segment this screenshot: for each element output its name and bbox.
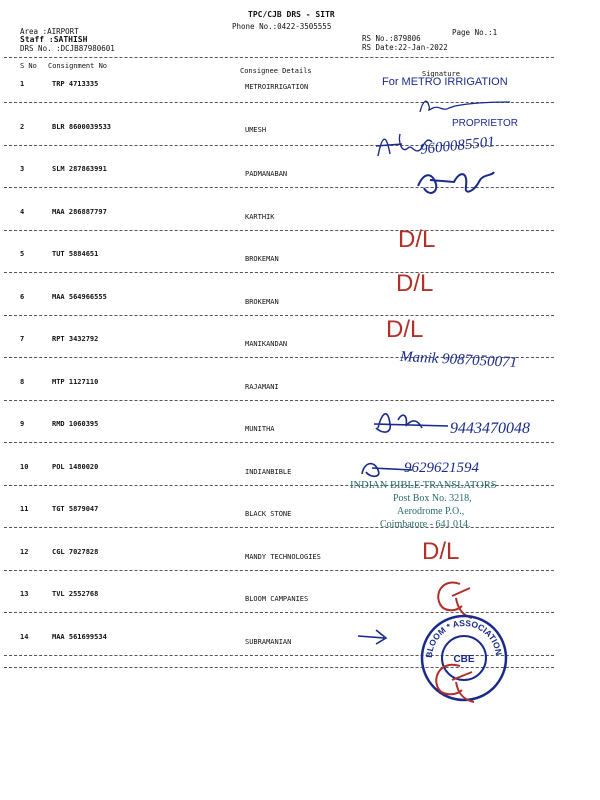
- bible-stamp-line1: INDIAN BIBLE TRANSLATORS: [350, 480, 497, 491]
- staff-field: Staff :SATHISH: [20, 35, 88, 44]
- bloom-seal-center: CBE: [453, 654, 475, 665]
- row-sno: 2: [20, 122, 25, 131]
- row-consignee: BLACK STONE: [245, 510, 292, 518]
- row-consignee: METROIRRIGATION: [245, 83, 309, 91]
- row-consignment-no: TRP 4713335: [52, 80, 99, 88]
- padmanaban-signature: [410, 166, 500, 200]
- row-sno: 11: [20, 505, 29, 513]
- manikandan-signature: Manik 9087050071: [399, 348, 518, 372]
- dl-mark-row4: D/L: [398, 226, 436, 253]
- munitha-signature: [368, 404, 458, 440]
- row-consignee: MANIKANDAN: [245, 340, 288, 348]
- row-divider: [4, 442, 554, 443]
- col-consignment: Consignment No: [48, 62, 108, 70]
- row-consignee: RAJAMANI: [245, 382, 279, 391]
- row-consignee: BROKEMAN: [245, 297, 279, 306]
- row-sno: 10: [20, 462, 29, 471]
- row-consignment-no: MAA 564966555: [52, 292, 107, 301]
- row-consignee: UMESH: [245, 125, 267, 134]
- row-divider: [4, 230, 554, 231]
- row-sno: 13: [20, 590, 29, 598]
- row-consignment-no: TUT 5884651: [52, 250, 99, 258]
- rs-number: RS No.:879806: [362, 34, 421, 43]
- indianbible-phone: 9629621594: [404, 460, 479, 476]
- area-field: Area :AIRPORT: [20, 27, 79, 36]
- cr-mark-row14: [428, 660, 478, 708]
- row-consignee: BROKEMAN: [245, 255, 279, 263]
- row-sno: 4: [20, 207, 25, 216]
- svg-text:BLOOM * ASSOCIATION: [424, 618, 504, 658]
- row-sno: 8: [20, 377, 25, 386]
- row-consignee: INDIANBIBLE: [245, 467, 292, 476]
- row-consignment-no: TGT 5879047: [52, 505, 99, 513]
- rs-date: RS Date:22-Jan-2022: [362, 43, 448, 52]
- row-consignment-no: BLR 8600039533: [52, 122, 112, 131]
- row-divider: [4, 570, 554, 571]
- drs-number: DRS No. :DCJB87980601: [20, 44, 115, 53]
- row-divider: [4, 272, 554, 273]
- bible-stamp-line3: Aerodrome P.O.,: [397, 506, 465, 517]
- dl-mark-row5: D/L: [396, 270, 434, 297]
- row-consignment-no: RPT 3432792: [52, 335, 99, 343]
- report-title: TPC/CJB DRS - SITR: [248, 10, 335, 19]
- row-consignee: KARTHIK: [245, 212, 275, 221]
- page-number: Page No.:1: [452, 28, 498, 37]
- bible-stamp-line4: Coimbatore - 641 014.: [380, 519, 471, 530]
- header-rule: [4, 57, 554, 58]
- row-sno: 5: [20, 250, 25, 258]
- row-consignment-no: MTP 1127110: [52, 377, 99, 386]
- row-consignment-no: MAA 286887797: [52, 207, 107, 216]
- row-consignee: MANDY TECHNOLOGIES: [245, 552, 321, 561]
- row-sno: 9: [20, 420, 25, 428]
- arrow-mark: [356, 626, 390, 646]
- dl-mark-row12: D/L: [422, 538, 460, 565]
- bible-stamp-line2: Post Box No. 3218,: [393, 493, 472, 504]
- row-consignment-no: MAA 561699534: [52, 632, 107, 641]
- metro-stamp-for: For METRO IRRIGATION: [382, 76, 508, 88]
- row-sno: 7: [20, 335, 25, 343]
- bloom-seal-ring-text: BLOOM * ASSOCIATION: [423, 617, 504, 659]
- row-consignee: MUNITHA: [245, 425, 275, 433]
- col-consignee: Consignee Details: [240, 67, 312, 75]
- metro-stamp-proprietor: PROPRIETOR: [452, 118, 518, 129]
- row-consignment-no: POL 1480020: [52, 462, 99, 471]
- row-sno: 12: [20, 547, 29, 556]
- row-sno: 3: [20, 165, 25, 173]
- umesh-phone: 9600085501: [419, 134, 496, 158]
- row-consignee: SUBRAMANIAN: [245, 637, 292, 646]
- munitha-phone: 9443470048: [450, 420, 530, 437]
- col-sno: S No: [20, 62, 37, 70]
- row-divider: [4, 527, 554, 528]
- col-signature: Signature: [422, 70, 460, 78]
- row-consignment-no: CGL 7027828: [52, 547, 99, 556]
- row-sno: 14: [20, 632, 29, 641]
- metro-signature: [415, 96, 515, 118]
- row-consignment-no: TVL 2552768: [52, 590, 99, 598]
- row-divider: [4, 400, 554, 401]
- row-divider: [4, 315, 554, 316]
- row-sno: 6: [20, 292, 25, 301]
- row-consignee: BLOOM CAMPANIES: [245, 595, 309, 603]
- row-consignee: PADMANABAN: [245, 170, 288, 178]
- dl-mark-row6: D/L: [386, 316, 424, 343]
- row-consignment-no: RMD 1060395: [52, 420, 99, 428]
- row-sno: 1: [20, 80, 25, 88]
- phone-number: Phone No.:0422-3505555: [232, 22, 332, 31]
- row-consignment-no: SLM 287863991: [52, 165, 107, 173]
